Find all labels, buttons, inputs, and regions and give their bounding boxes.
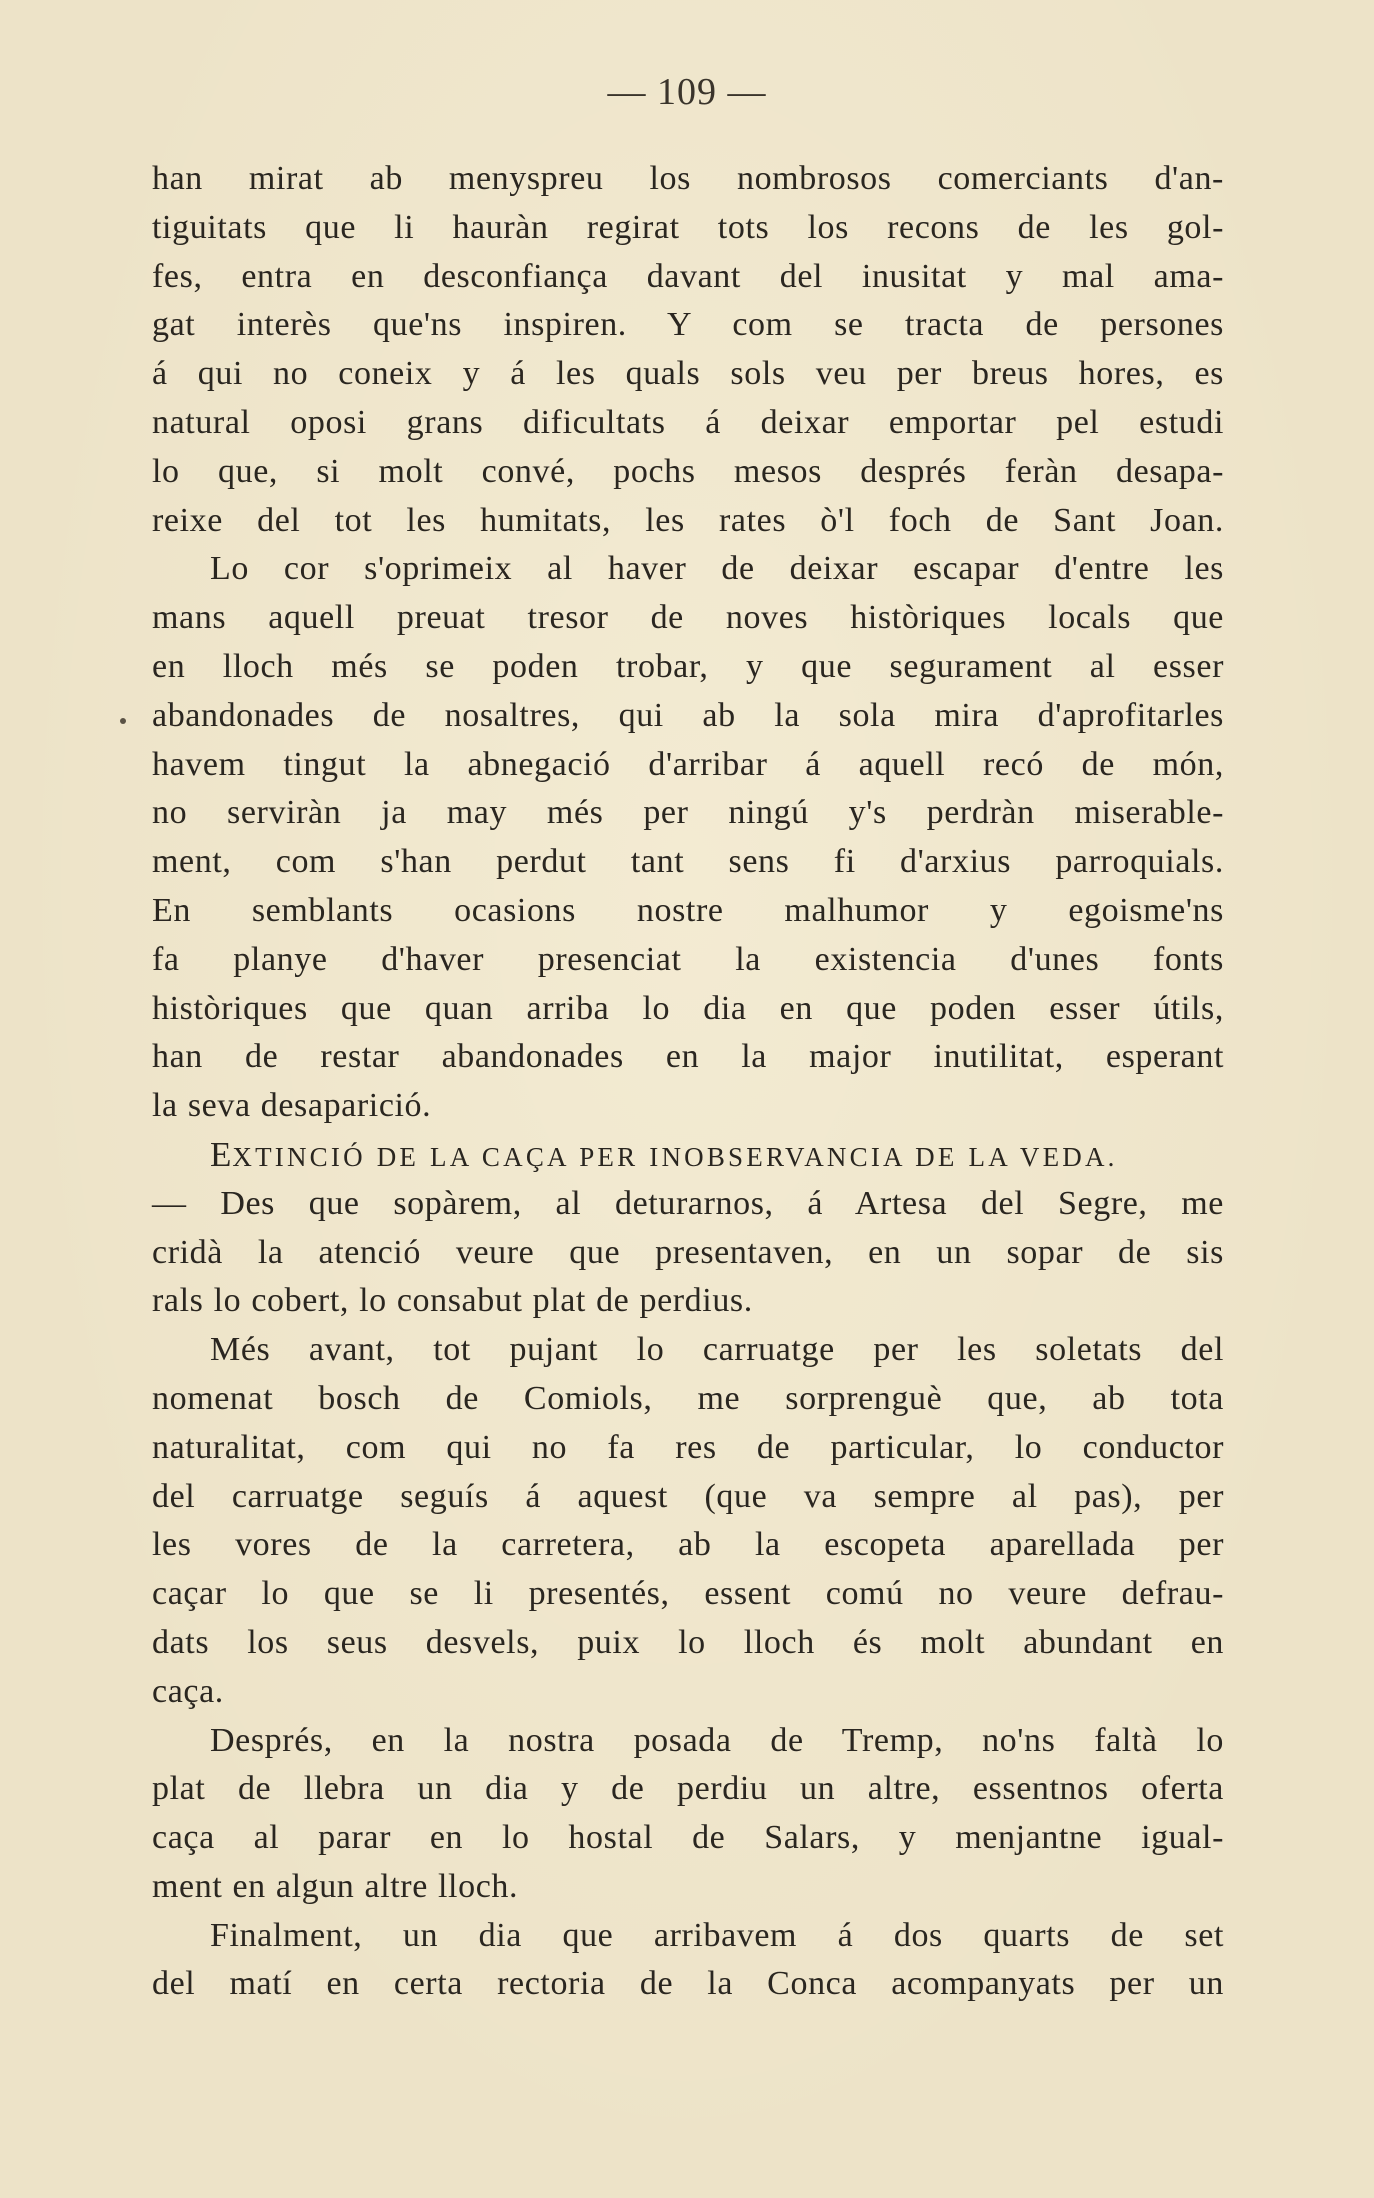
text-line: havem tingut la abnegació d'arribar á aquell recó de món, [152,745,1224,783]
text-line: naturalitat, com qui no fa res de particular, lo conductor [152,1428,1224,1466]
section-heading [152,1131,1224,1180]
text-line: En semblants ocasions nostre malhumor y egoisme'ns [152,891,1224,929]
text-line: rals lo cobert, lo consabut plat de perdius. [152,1282,753,1320]
text-line: natural oposi grans dificultats á deixar emportar pel estudi [152,403,1224,441]
text-line: tiguitats que li hauràn regirat tots los recons de les gol- [152,208,1224,246]
text-line: ment, com s'han perdut tant sens fi d'arxius parroquials. [152,843,1224,881]
text-line: la seva desaparició. [152,1087,432,1125]
text-line: gat interès que'ns inspiren. Y com se tracta de persones [152,306,1224,344]
text-line: á qui no coneix y á les quals sols veu per breus hores, es [152,355,1224,393]
page-number: — 109 — [607,71,767,113]
heading-rest: XTINCIÓ DE LA CAÇA PER INOBSERVANCIA DE LA VEDA. [232,1141,1118,1172]
text-line: fes, entra en desconfiança davant del inusitat y mal ama- [152,257,1224,295]
text-line: caçar lo que se li presentés, essent comú no veure defrau- [152,1575,1224,1613]
heading-initial: E [210,1134,233,1174]
text-line: fa planye d'haver presenciat la existencia d'unes fonts [152,940,1224,978]
text-line: cridà la atenció veure que presentaven, en un sopar de sis [152,1233,1224,1271]
text-line: del matí en certa rectoria de la Conca acompanyats per un [152,1965,1224,2003]
text-line: nomenat bosch de Comiols, me sorprenguè que, ab tota [152,1379,1224,1417]
text-line: dats los seus desvels, puix lo lloch és molt abundant en [152,1623,1224,1661]
text-line: Després, en la nostra posada de Tremp, no'ns faltà lo [210,1721,1224,1759]
text-line: han de restar abandonades en la major inutilitat, esperant [152,1038,1224,1076]
text-line: han mirat ab menyspreu los nombrosos comerciants d'an- [152,160,1224,197]
text-line: històriques que quan arriba lo dia en que poden esser útils, [152,989,1224,1027]
text-line: en lloch més se poden trobar, y que segurament al esser [152,647,1224,685]
text-line: ment en algun altre lloch. [152,1867,519,1905]
text-line: caça. [152,1672,224,1710]
text-line: — Des que sopàrem, al deturarnos, á Artesa del Segre, me [152,1184,1224,1222]
text-line: Lo cor s'oprimeix al haver de deixar escapar d'entre les [210,550,1224,588]
text-line: plat de llebra un dia y de perdiu un altre, essentnos oferta [152,1770,1224,1808]
text-line: caça al parar en lo hostal de Salars, y menjantne igual- [152,1819,1224,1857]
text-line: Més avant, tot pujant lo carruatge per les soletats del [210,1331,1224,1369]
margin-mark [120,718,126,724]
text-line: reixe del tot les humitats, les rates ò'l foch de Sant Joan. [152,501,1224,539]
text-line: Finalment, un dia que arribavem á dos quarts de set [210,1916,1224,1954]
text-line: abandonades de nosaltres, qui ab la sola mira d'aprofitarles [152,696,1224,734]
text-line: les vores de la carretera, ab la escopeta aparellada per [152,1526,1224,1564]
text-line: mans aquell preuat tresor de noves històriques locals que [152,599,1224,637]
text-line: no serviràn ja may més per ningú y's perdràn miserable- [152,794,1224,832]
text-line: del carruatge seguís á aquest (que va sempre al pas), per [152,1477,1224,1515]
body-text [152,155,1224,2009]
text-line: lo que, si molt convé, pochs mesos després feràn desapa- [152,452,1224,490]
